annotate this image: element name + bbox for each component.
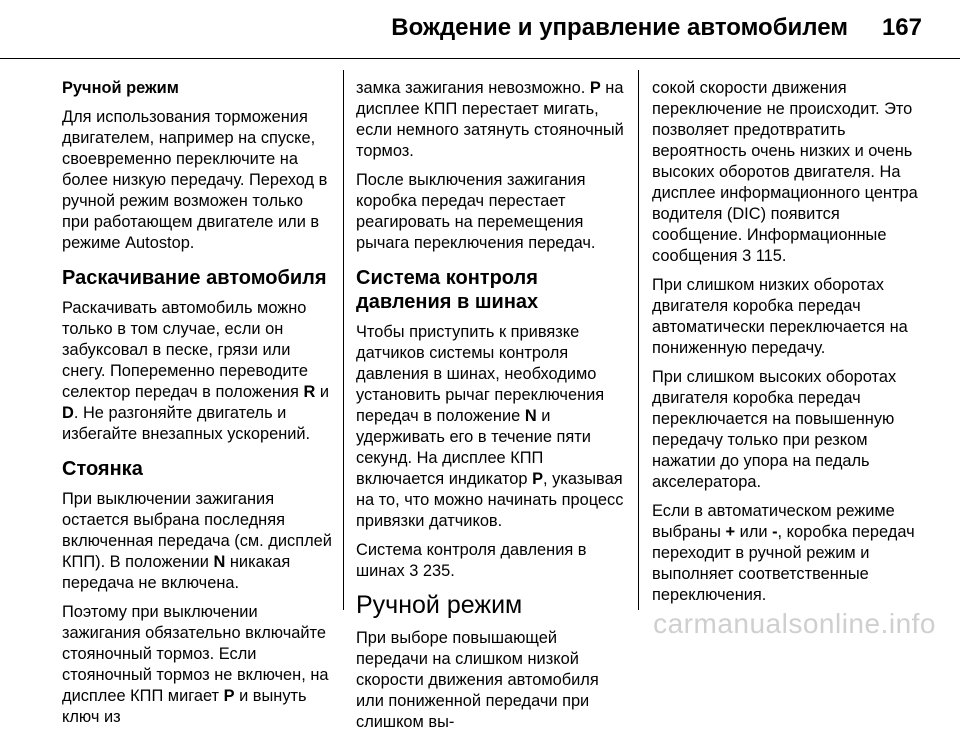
paragraph-low-rpm: При слишком низких оборотах двигателя коробка передач автоматически переключается на пониженную передачу. — [652, 276, 908, 357]
paragraph-manual-mode: Для использования торможения двигателем, например на спуске, своевременно переключите на более низкую передачу. Переход в ручной режим возможен только при работающем двигателе или в режиме Autostop. — [62, 108, 328, 252]
page-ref-arrow-icon: 3 — [409, 562, 419, 580]
paragraph-auto-mode: Если в автоматическом режиме выбраны + или -, коробка передач переходит в ручной режим и выполняет соответственные переключения. — [652, 502, 915, 604]
heading-manual-mode-large: Ручной режим — [356, 591, 523, 619]
paragraph-after-ignition: После выключения зажигания коробка передач перестает реагировать на перемещения рычага переключения передач. — [356, 171, 596, 252]
column-divider-1 — [343, 70, 344, 610]
heading-tpms: Система контроля давления в шинах — [356, 267, 539, 313]
paragraph-parking-2: Поэтому при выключении зажигания обязательно включайте стояночный тормоз. Если стояночный тормоз не включен, на дисплее КПП мигает P и вынуть ключ из — [62, 603, 329, 726]
heading-parking: Стоянка — [62, 458, 143, 480]
column-3 — [652, 78, 922, 614]
watermark: carmanualsonline.info — [653, 608, 936, 639]
paragraph-manual-mode-large: При выборе повышающей передачи на слишком низкой скорости движения автомобиля или пониженной передачи при слишком вы- — [356, 629, 599, 731]
column-1 — [62, 78, 332, 736]
page-number: 167 — [881, 14, 922, 41]
paragraph-tpms: Чтобы приступить к привязке датчиков системы контроля давления в шинах, необходимо установить рычаг переключения передач в положение N и удерживать его в течение пяти секунд. На дисплее КПП включается индикатор P, указывая на то, что можно начинать процесс привязки датчиков. — [356, 323, 624, 530]
page-ref-arrow-icon: 3 — [742, 247, 752, 265]
paragraph-shift-prevent: сокой скорости движения переключение не происходит. Это позволяет предотвратить вероятность очень низких и очень высоких оборотов двигателя. На дисплее информационного центра водителя (DIC) появится сообщение. Информационные сообщения 3 115. — [652, 79, 918, 265]
paragraph-tpms-ref: Система контроля давления в шинах 3 235. — [356, 541, 587, 580]
page-title: Вождение и управление автомобилем — [391, 14, 848, 41]
heading-rocking: Раскачивание автомобиля — [62, 267, 327, 289]
column-divider-2 — [638, 70, 639, 610]
heading-manual-mode: Ручной режим — [62, 79, 179, 97]
paragraph-rocking: Раскачивать автомобиль можно только в том случае, если он забуксовал в песке, грязи или снегу. Попеременно переводите селектор передач в положения R и D. Не разгоняйте двигатель и избегайте внезапных ускорений. — [62, 299, 330, 443]
paragraph-high-rpm: При слишком высоких оборотах двигателя коробка передач переключается на повышенную передачу только при резком нажатии до упора на педаль акселератора. — [652, 368, 897, 491]
header-rule — [0, 58, 960, 59]
paragraph-parking: При выключении зажигания остается выбрана последняя включенная передача (см. дисплей КПП). В положении N никакая передача не включена. — [62, 490, 332, 592]
paragraph-ignition-continued: замка зажигания невозможно. P на дисплее КПП перестает мигать, если немного затянуть стояночный тормоз. — [356, 79, 624, 160]
